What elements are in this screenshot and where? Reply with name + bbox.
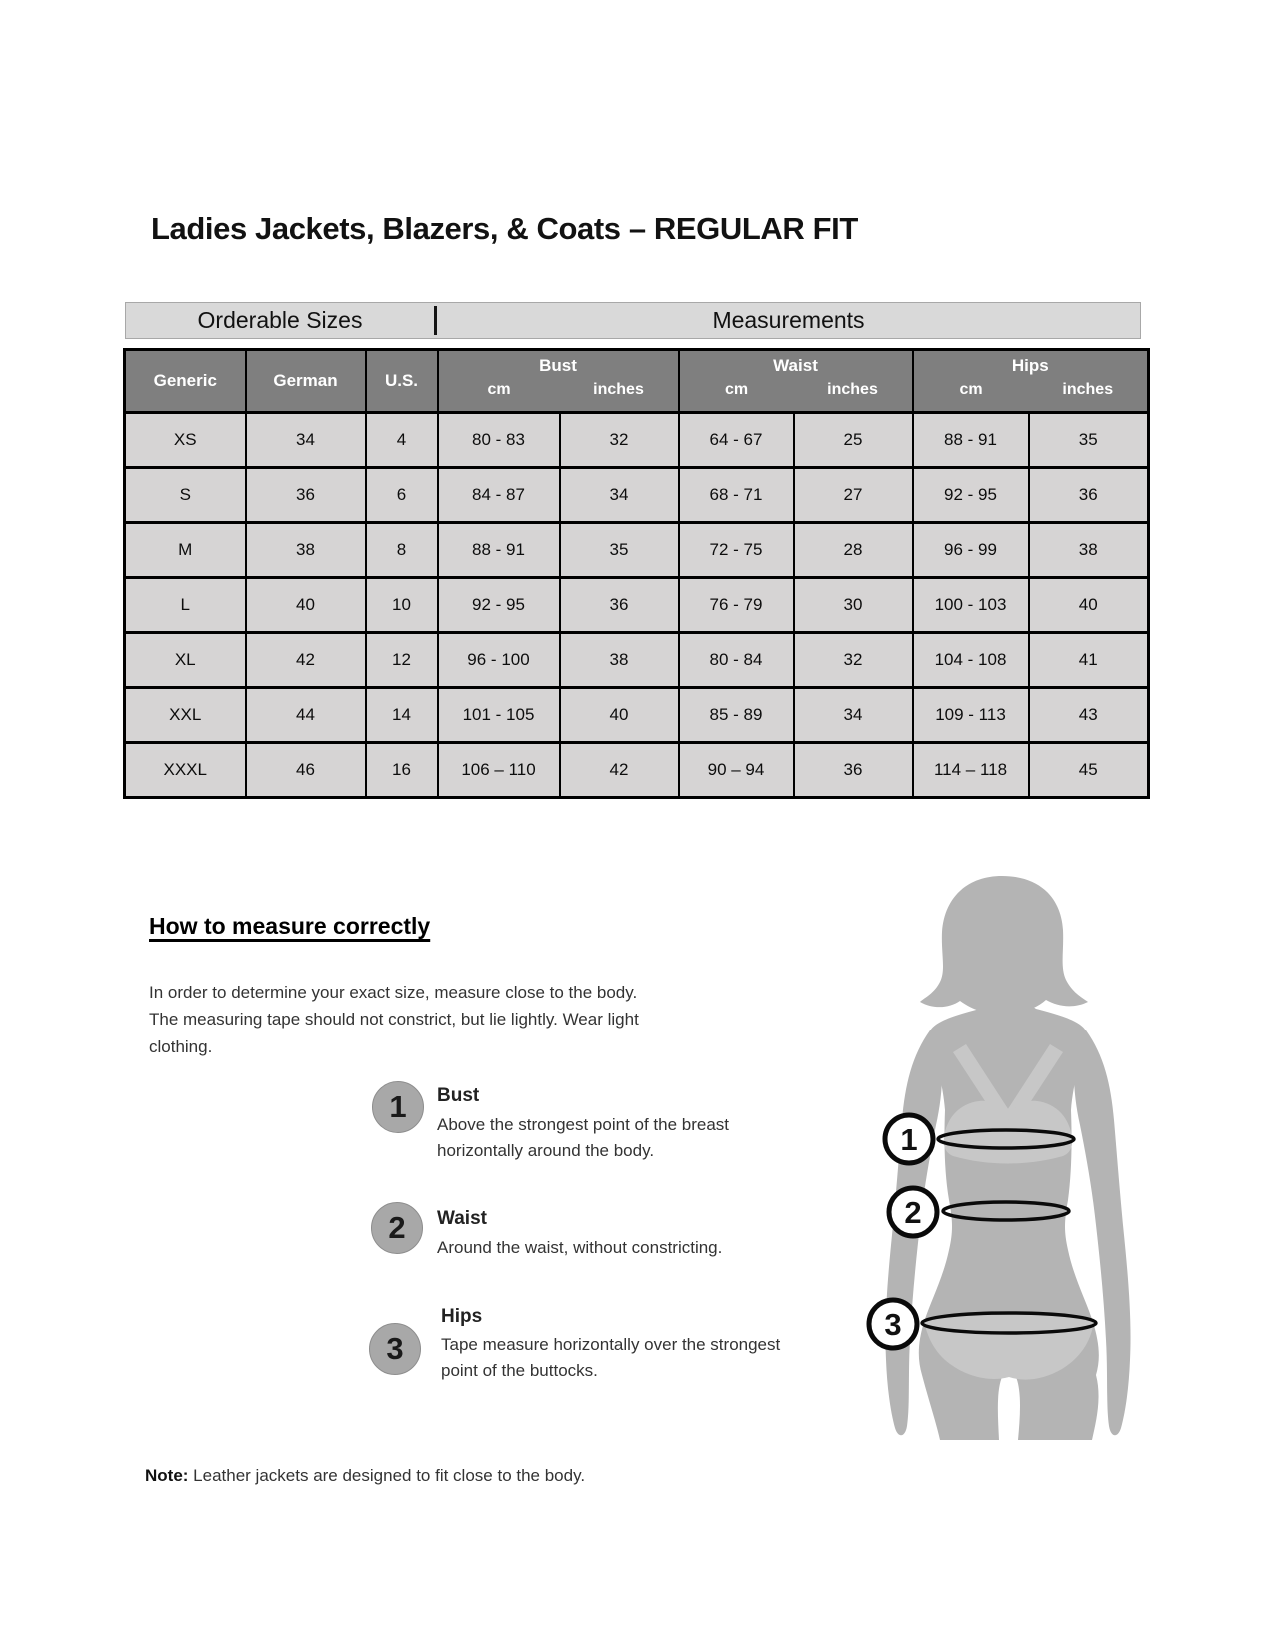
table-cell: 42 — [246, 633, 366, 688]
table-cell: 90 – 94 — [679, 743, 794, 798]
table-cell: 8 — [366, 523, 438, 578]
table-cell: 114 – 118 — [913, 743, 1029, 798]
table-cell: 96 - 100 — [438, 633, 560, 688]
table-cell: 34 — [560, 468, 679, 523]
intro-paragraph — [149, 979, 639, 1060]
table-cell: 42 — [560, 743, 679, 798]
step-1-badge: 1 — [372, 1081, 424, 1133]
table-cell: 80 - 84 — [679, 633, 794, 688]
table-cell: 32 — [794, 633, 913, 688]
table-cell: 88 - 91 — [438, 523, 560, 578]
step-3-title: Hips — [441, 1306, 483, 1327]
table-cell: 41 — [1029, 633, 1149, 688]
table-cell: 43 — [1029, 688, 1149, 743]
note-body: Leather jackets are designed to fit close to the body. — [188, 1466, 586, 1485]
group-header-hips: Hips — [913, 350, 1149, 382]
table-row-s — [125, 468, 1149, 523]
table-cell: 34 — [794, 688, 913, 743]
table-cell: 36 — [1029, 468, 1149, 523]
table-cell: 16 — [366, 743, 438, 798]
table-row-xxl — [125, 688, 1149, 743]
table-cell: 35 — [560, 523, 679, 578]
table-cell: 34 — [246, 413, 366, 468]
table-cell: 109 - 113 — [913, 688, 1029, 743]
table-cell: 40 — [246, 578, 366, 633]
marker-3-label: 3 — [884, 1307, 902, 1342]
table-cell: XXXL — [125, 743, 246, 798]
step-2-title: Waist — [437, 1208, 487, 1229]
step-1-title: Bust — [437, 1085, 480, 1106]
table-cell: XS — [125, 413, 246, 468]
table-cell: 40 — [560, 688, 679, 743]
table-row-xxxl — [125, 743, 1149, 798]
table-cell: 32 — [560, 413, 679, 468]
table-cell: XL — [125, 633, 246, 688]
table-cell: 44 — [246, 688, 366, 743]
measurement-figure — [850, 870, 1170, 1440]
table-cell: 92 - 95 — [438, 578, 560, 633]
table-cell: 96 - 99 — [913, 523, 1029, 578]
table-cell: 84 - 87 — [438, 468, 560, 523]
table-cell: 27 — [794, 468, 913, 523]
marker-1-label: 1 — [900, 1122, 918, 1157]
group-header-waist: Waist — [679, 350, 913, 382]
table-cell: 6 — [366, 468, 438, 523]
table-cell: M — [125, 523, 246, 578]
intro-line: In order to determine your exact size, measure close to the body. — [149, 983, 638, 1002]
col-header-generic: Generic — [125, 350, 246, 413]
table-cell: XXL — [125, 688, 246, 743]
table-cell: 28 — [794, 523, 913, 578]
table-cell: 106 – 110 — [438, 743, 560, 798]
step-2-description: Around the waist, without constricting. — [437, 1238, 723, 1257]
table-cell: 36 — [560, 578, 679, 633]
step-3-description: Tape measure horizontally over the strongest point of the buttocks. — [441, 1335, 781, 1380]
header-row-groups — [125, 350, 1149, 382]
note-text — [145, 1466, 585, 1486]
table-cell: 38 — [246, 523, 366, 578]
table-cell: 68 - 71 — [679, 468, 794, 523]
table-cell: L — [125, 578, 246, 633]
table-cell: 45 — [1029, 743, 1149, 798]
table-cell: 76 - 79 — [679, 578, 794, 633]
table-cell: 30 — [794, 578, 913, 633]
table-cell: 25 — [794, 413, 913, 468]
table-cell: 36 — [246, 468, 366, 523]
table-caption-band — [125, 302, 1141, 339]
sub-header-hips-cm: cm — [913, 381, 1029, 413]
sub-header-bust-cm: cm — [438, 381, 560, 413]
marker-2-label: 2 — [904, 1195, 922, 1230]
table-cell: 64 - 67 — [679, 413, 794, 468]
page-title: Ladies Jackets, Blazers, & Coats – REGULAR FIT — [151, 211, 858, 246]
size-chart-table — [123, 348, 1150, 799]
group-header-bust: Bust — [438, 350, 679, 382]
step-3-badge: 3 — [369, 1323, 421, 1375]
step-2-badge: 2 — [371, 1202, 423, 1254]
table-row-xs — [125, 413, 1149, 468]
table-cell: 12 — [366, 633, 438, 688]
col-header-us: U.S. — [366, 350, 438, 413]
table-row-l — [125, 578, 1149, 633]
table-cell: 35 — [1029, 413, 1149, 468]
table-cell: 72 - 75 — [679, 523, 794, 578]
table-cell: 101 - 105 — [438, 688, 560, 743]
table-cell: 14 — [366, 688, 438, 743]
table-cell: 36 — [794, 743, 913, 798]
table-cell: 40 — [1029, 578, 1149, 633]
sub-header-bust-inches: inches — [560, 381, 679, 413]
table-cell: 10 — [366, 578, 438, 633]
intro-line: The measuring tape should not constrict, but lie lightly. Wear light — [149, 1010, 639, 1029]
intro-line: clothing. — [149, 1037, 213, 1056]
caption-orderable-sizes: Orderable Sizes — [197, 307, 363, 333]
note-label: Note: — [145, 1466, 189, 1485]
table-cell: 100 - 103 — [913, 578, 1029, 633]
table-cell: 46 — [246, 743, 366, 798]
table-cell: 85 - 89 — [679, 688, 794, 743]
section-heading: How to measure correctly — [149, 913, 431, 939]
table-cell: 38 — [1029, 523, 1149, 578]
table-cell: 80 - 83 — [438, 413, 560, 468]
table-cell: 38 — [560, 633, 679, 688]
step-1-description: Above the strongest point of the breast horizontally around the body. — [437, 1115, 730, 1160]
table-row-m — [125, 523, 1149, 578]
table-cell: 88 - 91 — [913, 413, 1029, 468]
sub-header-waist-cm: cm — [679, 381, 794, 413]
table-cell: 92 - 95 — [913, 468, 1029, 523]
caption-measurements: Measurements — [712, 307, 865, 333]
col-header-german: German — [246, 350, 366, 413]
table-row-xl — [125, 633, 1149, 688]
sub-header-waist-inches: inches — [794, 381, 913, 413]
table-cell: 4 — [366, 413, 438, 468]
table-cell: S — [125, 468, 246, 523]
sub-header-hips-inches: inches — [1029, 381, 1149, 413]
table-cell: 104 - 108 — [913, 633, 1029, 688]
